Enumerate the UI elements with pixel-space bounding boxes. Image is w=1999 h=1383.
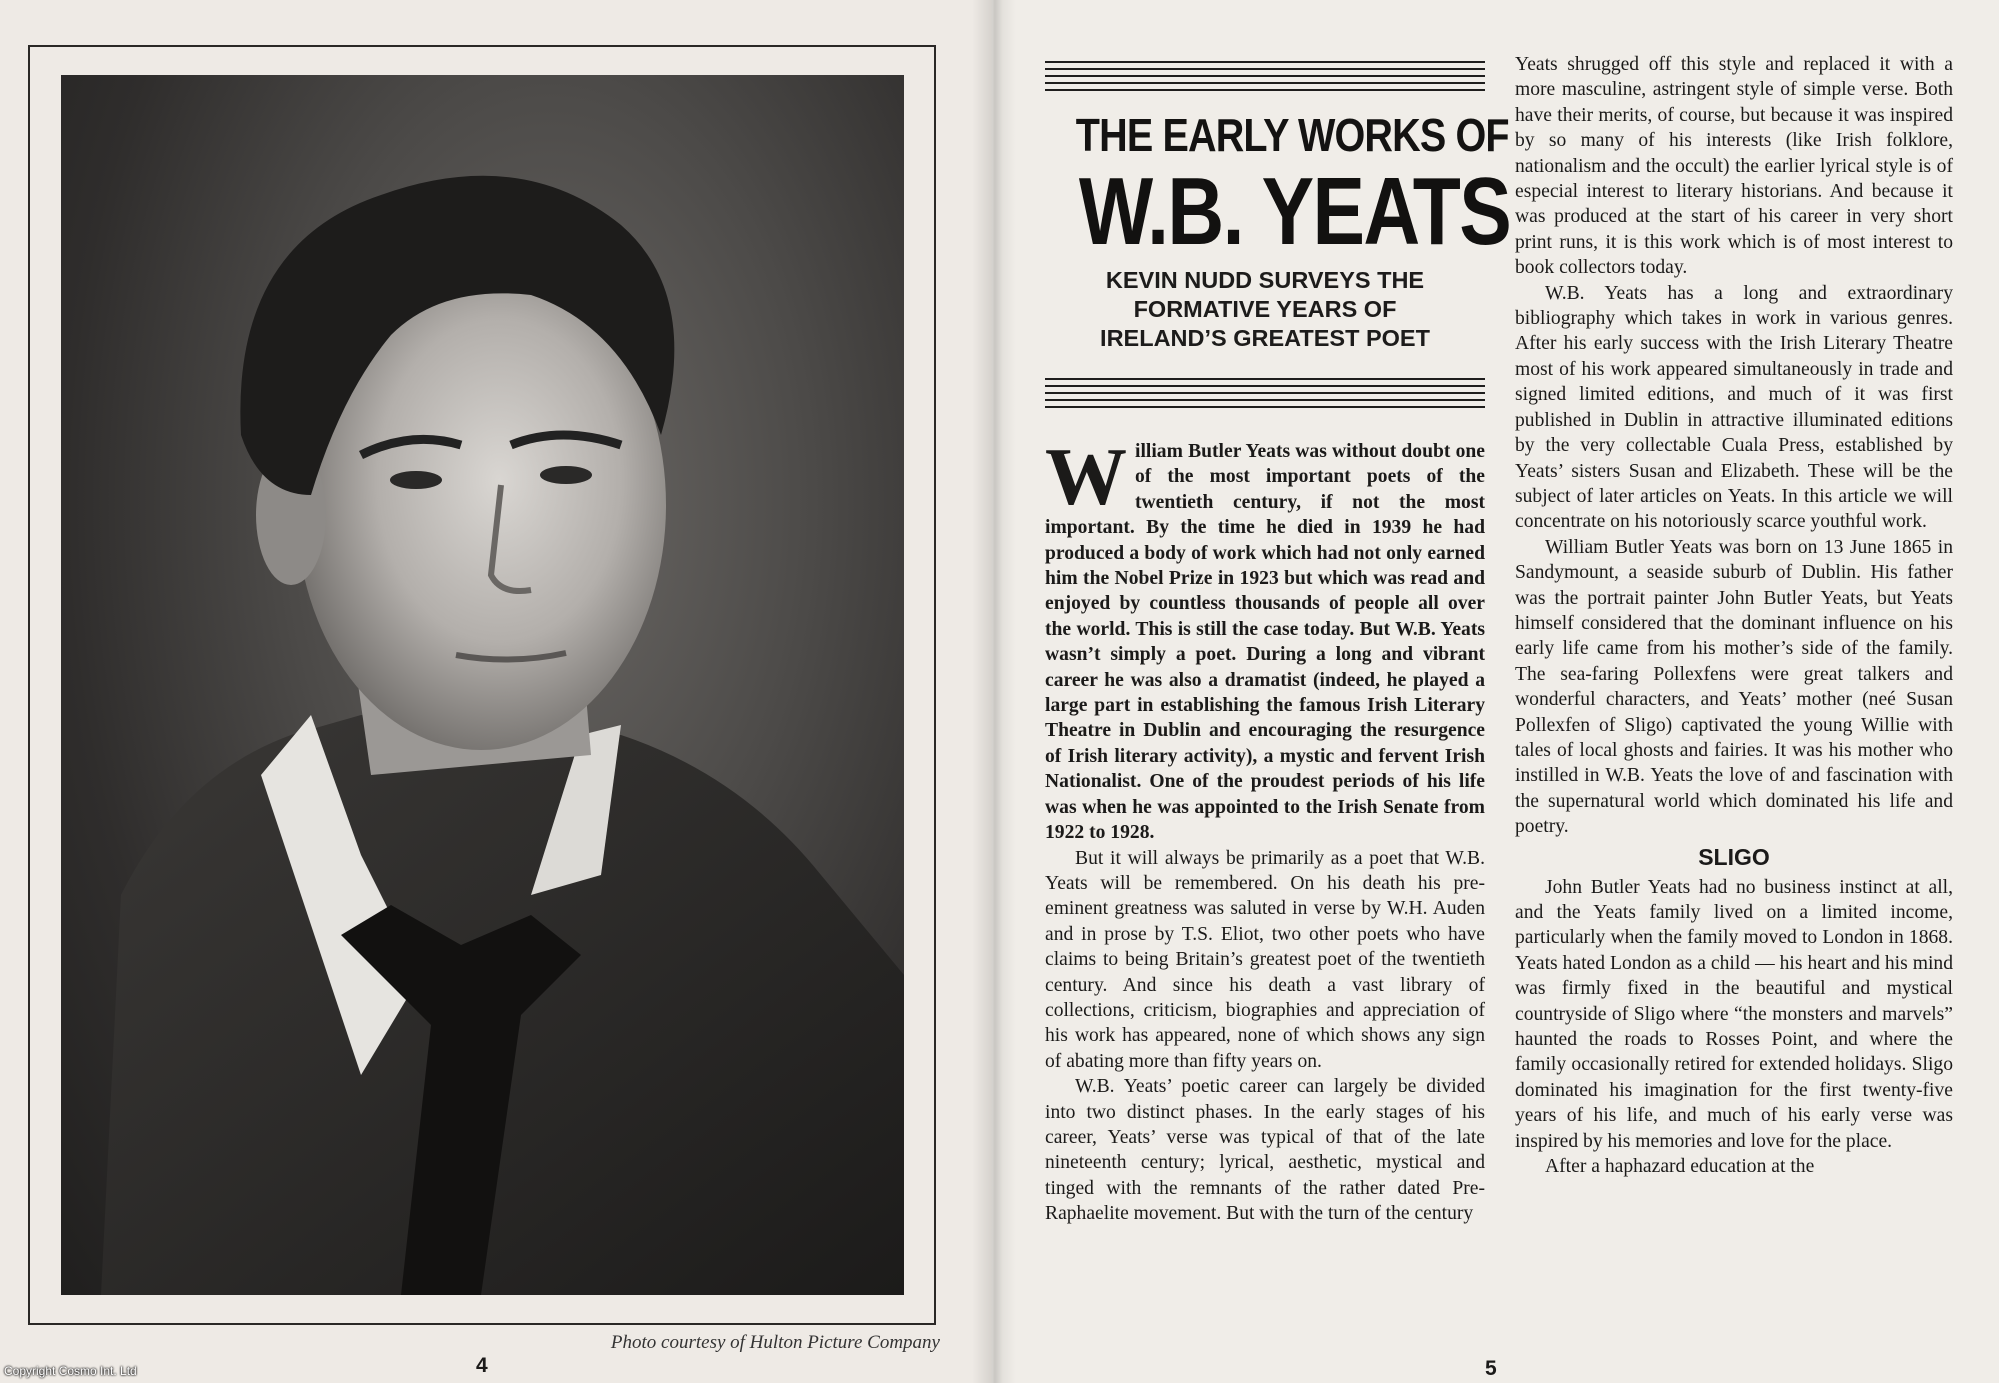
body-paragraph: John Butler Yeats had no business instinct at all, and the Yeats family lived on a limited income, particularly when the family moved to London in 1868. Yeats hated London as a child — his heart and his mind was firmly fixed in the beautiful and mystical countryside of Sligo where “the monsters and marvels” haunted the roads to Rosses Point, and where the family occasionally retired for extended holidays. Sligo dominated his imagination for the first twenty-five years of his life, and much of his early verse was inspired by his memories and love for the place.	[1515, 876, 1953, 1152]
portrait-illustration	[61, 75, 904, 1295]
body-paragraph-continued: Yeats shrugged off this style and replaced it with a more masculine, astringent style of simple verse. Both have their merits, of course, but because it was inspired by so many of his interests (like Irish folklore, nationalism and the occult) the earlier lyrical style is of especial interest to literary historians. And because it was produced at the start of his career in very short print runs, it is this work which is of most interest to book collectors today.	[1515, 54, 1953, 279]
section-heading: SLIGO	[1698, 843, 1770, 870]
page-number-right: 5	[1485, 1357, 1497, 1380]
decorative-rules-top	[1045, 61, 1485, 96]
body-paragraph: William Butler Yeats was born on 13 June 1865 in Sandymount, a seaside suburb of Dublin. His father was the portrait painter John Butler Yeats, but Yeats himself considered that the dominant influence on his early life came from his mother’s side of the family. The sea-faring Pollexfens were great talkers and wonderful characters, and Yeats’ mother (neé Susan Pollexfen of Sligo) captivated the young Willie with tales of local ghosts and fairies. It was his mother who instilled in W.B. Yeats the love of and fascination with the supernatural world which dominated his life and poetry.	[1515, 536, 1953, 838]
lead-paragraph	[1045, 431, 1485, 846]
subtitle-line: IRELAND’S GREATEST POET	[1100, 325, 1430, 351]
subtitle-line: FORMATIVE YEARS OF	[1133, 296, 1397, 322]
body-paragraph: W.B. Yeats’ poetic career can largely be divided into two distinct phases. In the early stages of his career, Yeats’ verse was typical of that of the late nineteenth century; lyrical, aesthetic, mystical and tinged with the remnants of the rather dated Pre-Raphaelite movement. But with the turn of the century	[1045, 1076, 1485, 1225]
drop-cap: W	[1045, 431, 1127, 522]
portrait-photo	[61, 75, 904, 1295]
page-gutter	[972, 0, 1016, 1383]
body-paragraph: But it will always be primarily as a poet that W.B. Yeats will be remembered. On his death his pre-eminent greatness was saluted in verse by W.H. Auden and in prose by T.S. Eliot, two other poets who have claims to being Britain’s greatest poet of the twentieth century. And since his death a vast library of collections, criticism, biographies and appreciation of his work has appeared, none of which shows any sign of abating more than fifty years on.	[1045, 847, 1485, 1072]
decorative-rules-bottom	[1045, 378, 1485, 413]
headline-small: THE EARLY WORKS OF	[1075, 109, 1509, 161]
body-paragraph: W.B. Yeats has a long and extraordinary bibliography which takes in work in various genres. After his early success with the Irish Literary Theatre most of his work appeared simultaneously in trade and signed limited editions, and much of it was first published in Dublin in attractive illuminated editions by the very collectable Cuala Press, established by Yeats’ sisters Susan and Elizabeth. These will be the subject of later articles on Yeats. In this article we will concentrate on his notoriously scarce youthful work.	[1515, 282, 1953, 533]
article-column-2	[1515, 52, 1953, 1179]
article-subtitle	[1045, 266, 1485, 353]
copyright-watermark: Copyright Cosmo Int. Ltd	[4, 1364, 137, 1378]
photo-credit: Photo courtesy of Hulton Picture Company	[610, 1332, 940, 1353]
page-number-left: 4	[476, 1354, 488, 1377]
subtitle-line: KEVIN NUDD SURVEYS THE	[1105, 267, 1425, 293]
lead-text: illiam Butler Yeats was without doubt one of the most important poets of the twentieth century, if not the most important. By the time he died in 1939 he had produced a body of work which had not only earned him the Nobel Prize in 1923 but which was read and enjoyed by countless thousands of people all over the world. This is still the case today. But W.B. Yeats wasn’t simply a poet. During a long and vibrant career he was also a dramatist (indeed, he played a large part in establishing the famous Irish Literary Theatre in Dublin and encouraging the resurgence of Irish literary activity), a mystic and fervent Irish Nationalist. One of the proudest periods of his life was when he was appointed to the Irish Senate from 1922 to 1928.	[1045, 441, 1485, 844]
headline-large: W.B. YEATS	[1078, 158, 1511, 265]
article-column-1	[1045, 431, 1485, 1227]
eye-right	[540, 466, 592, 484]
body-paragraph: After a haphazard education at the	[1545, 1156, 1815, 1178]
eye-left	[390, 471, 442, 489]
left-page	[0, 0, 992, 1383]
